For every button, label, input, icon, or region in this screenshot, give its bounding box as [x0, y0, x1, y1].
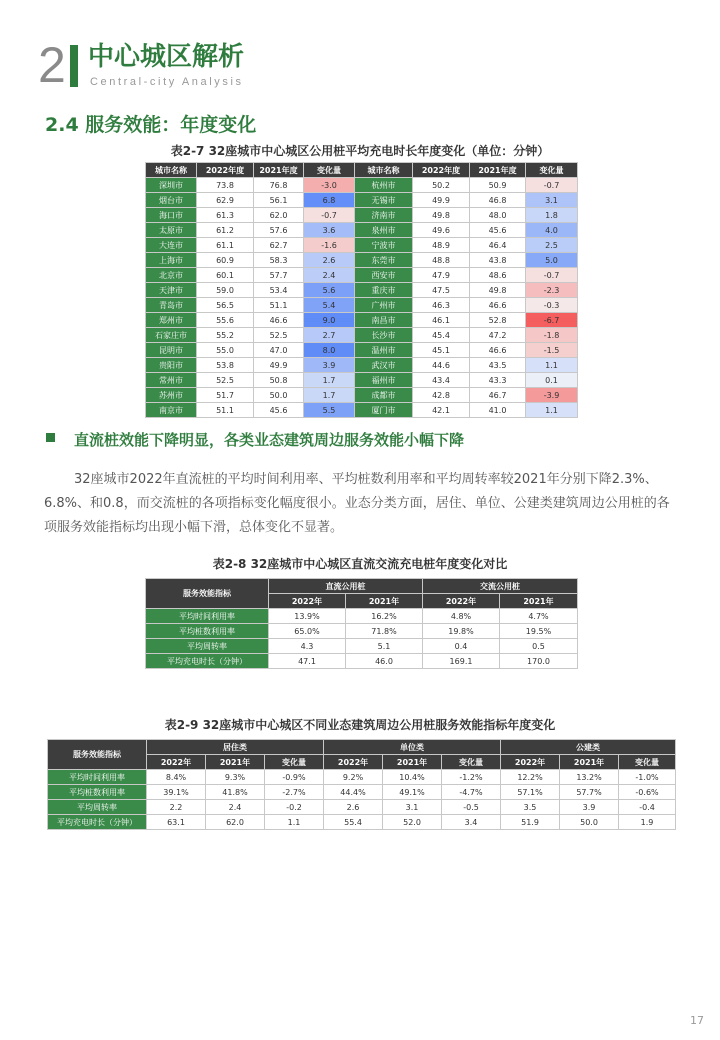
value-cell: -0.2: [265, 800, 324, 815]
value-cell: 52.5: [197, 373, 254, 388]
value-cell: 19.5%: [500, 624, 578, 639]
value-cell: 13.9%: [269, 609, 346, 624]
value-cell: 50.8: [254, 373, 304, 388]
indicator-label-cell: 平均周转率: [48, 800, 147, 815]
value-cell: -0.5: [442, 800, 501, 815]
change-cell: 0.1: [526, 373, 578, 388]
change-cell: -3.9: [526, 388, 578, 403]
table7-header-cell: 2021年度: [470, 163, 526, 178]
table-row: [146, 328, 578, 343]
table8-group-ac: 交流公用桩: [423, 579, 578, 594]
table-row: [146, 388, 578, 403]
change-cell: -0.3: [526, 298, 578, 313]
value-cell: 53.4: [254, 283, 304, 298]
change-cell: 2.7: [304, 328, 355, 343]
value-cell: 57.7%: [560, 785, 619, 800]
city-name-cell: 苏州市: [146, 388, 197, 403]
city-name-cell: 重庆市: [355, 283, 413, 298]
table7: [145, 162, 578, 418]
chapter-subtitle: Central-city Analysis: [90, 76, 244, 88]
change-cell: 5.4: [304, 298, 355, 313]
table9-sub-cell: 2022年: [501, 755, 560, 770]
change-cell: 5.6: [304, 283, 355, 298]
value-cell: 48.0: [470, 208, 526, 223]
value-cell: 55.0: [197, 343, 254, 358]
value-cell: 49.9: [254, 358, 304, 373]
value-cell: 16.2%: [346, 609, 423, 624]
value-cell: 1.9: [619, 815, 676, 830]
section-title: 2.4 服务效能：年度变化: [45, 114, 257, 136]
table-row: [146, 403, 578, 418]
change-cell: -1.6: [304, 238, 355, 253]
table8-year-cell: 2022年: [269, 594, 346, 609]
value-cell: 53.8: [197, 358, 254, 373]
table8-group-row: [146, 579, 578, 594]
change-cell: -1.8: [526, 328, 578, 343]
table9-sub-cell: 2022年: [147, 755, 206, 770]
value-cell: 47.5: [413, 283, 470, 298]
table9-group-workplace: 单位类: [324, 740, 501, 755]
value-cell: 52.8: [470, 313, 526, 328]
value-cell: 52.5: [254, 328, 304, 343]
value-cell: 50.9: [470, 178, 526, 193]
value-cell: 4.7%: [500, 609, 578, 624]
value-cell: -0.6%: [619, 785, 676, 800]
value-cell: 59.0: [197, 283, 254, 298]
change-cell: 1.7: [304, 373, 355, 388]
value-cell: 47.0: [254, 343, 304, 358]
change-cell: 8.0: [304, 343, 355, 358]
value-cell: 51.9: [501, 815, 560, 830]
value-cell: 43.4: [413, 373, 470, 388]
value-cell: 60.9: [197, 253, 254, 268]
value-cell: 57.7: [254, 268, 304, 283]
value-cell: 8.4%: [147, 770, 206, 785]
change-cell: -1.5: [526, 343, 578, 358]
value-cell: 12.2%: [501, 770, 560, 785]
city-name-cell: 成都市: [355, 388, 413, 403]
value-cell: 57.1%: [501, 785, 560, 800]
value-cell: 43.5: [470, 358, 526, 373]
value-cell: 46.8: [470, 193, 526, 208]
table7-header-cell: 变化量: [526, 163, 578, 178]
table-row: [146, 609, 578, 624]
value-cell: 48.9: [413, 238, 470, 253]
table-row: [146, 208, 578, 223]
value-cell: 47.1: [269, 654, 346, 669]
table9-sub-cell: 2022年: [324, 755, 383, 770]
table8-caption: 表2-8 32座城市中心城区直流交流充电桩年度变化对比: [212, 557, 508, 571]
body-paragraph: 32座城市2022年直流桩的平均时间利用率、平均桩数利用率和平均周转率较2021年分别下降2.3%、6.8%、和0.8，而交流桩的各项指标变化幅度很小。业态分类方面，居住、单位、公建类建筑周边公用桩的各项服务效能指标均出现小幅下滑，总体变化不显著。: [44, 472, 670, 535]
value-cell: 50.0: [254, 388, 304, 403]
value-cell: 46.4: [470, 238, 526, 253]
indicator-label-cell: 平均桩数利用率: [146, 624, 269, 639]
value-cell: 51.1: [197, 403, 254, 418]
value-cell: 55.6: [197, 313, 254, 328]
change-cell: 2.4: [304, 268, 355, 283]
value-cell: 46.0: [346, 654, 423, 669]
change-cell: -0.7: [526, 178, 578, 193]
table-row: [146, 268, 578, 283]
city-name-cell: 烟台市: [146, 193, 197, 208]
value-cell: 44.6: [413, 358, 470, 373]
value-cell: 48.6: [470, 268, 526, 283]
value-cell: 43.3: [470, 373, 526, 388]
value-cell: 56.5: [197, 298, 254, 313]
change-cell: 3.6: [304, 223, 355, 238]
value-cell: 49.6: [413, 223, 470, 238]
change-cell: 2.6: [304, 253, 355, 268]
value-cell: 62.0: [206, 815, 265, 830]
value-cell: 9.3%: [206, 770, 265, 785]
value-cell: 4.3: [269, 639, 346, 654]
city-name-cell: 福州市: [355, 373, 413, 388]
value-cell: 61.1: [197, 238, 254, 253]
value-cell: 39.1%: [147, 785, 206, 800]
table-row: [146, 178, 578, 193]
value-cell: 46.1: [413, 313, 470, 328]
table9-sub-cell: 2021年: [206, 755, 265, 770]
value-cell: 46.6: [470, 298, 526, 313]
table9-sub-cell: 2021年: [383, 755, 442, 770]
value-cell: 62.9: [197, 193, 254, 208]
value-cell: 3.5: [501, 800, 560, 815]
value-cell: -2.7%: [265, 785, 324, 800]
value-cell: 46.6: [254, 313, 304, 328]
table-row: [146, 654, 578, 669]
value-cell: 62.7: [254, 238, 304, 253]
value-cell: 46.3: [413, 298, 470, 313]
change-cell: 1.8: [526, 208, 578, 223]
city-name-cell: 温州市: [355, 343, 413, 358]
chapter-title: 中心城区解析: [88, 42, 245, 72]
value-cell: 19.8%: [423, 624, 500, 639]
table-row: [146, 238, 578, 253]
value-cell: -4.7%: [442, 785, 501, 800]
value-cell: -1.2%: [442, 770, 501, 785]
table-row: [146, 298, 578, 313]
change-cell: 1.1: [526, 358, 578, 373]
indicator-label-cell: 平均充电时长（分钟）: [48, 815, 147, 830]
table-row: [146, 193, 578, 208]
indicator-label-cell: 平均时间利用率: [146, 609, 269, 624]
value-cell: 47.2: [470, 328, 526, 343]
value-cell: 56.1: [254, 193, 304, 208]
value-cell: 45.4: [413, 328, 470, 343]
table7-header-cell: 变化量: [304, 163, 355, 178]
value-cell: 170.0: [500, 654, 578, 669]
city-name-cell: 厦门市: [355, 403, 413, 418]
value-cell: 61.3: [197, 208, 254, 223]
value-cell: -0.4: [619, 800, 676, 815]
value-cell: 4.8%: [423, 609, 500, 624]
value-cell: 60.1: [197, 268, 254, 283]
indicator-label-cell: 平均充电时长（分钟）: [146, 654, 269, 669]
city-name-cell: 石家庄市: [146, 328, 197, 343]
table9-caption: 表2-9 32座城市中心城区不同业态建筑周边公用桩服务效能指标年度变化: [164, 718, 556, 732]
value-cell: 62.0: [254, 208, 304, 223]
city-name-cell: 上海市: [146, 253, 197, 268]
city-name-cell: 济南市: [355, 208, 413, 223]
value-cell: 55.4: [324, 815, 383, 830]
table9-sub-cell: 变化量: [442, 755, 501, 770]
table-row: [48, 800, 676, 815]
value-cell: 169.1: [423, 654, 500, 669]
value-cell: 0.5: [500, 639, 578, 654]
indicator-label-cell: 平均时间利用率: [48, 770, 147, 785]
bullet-heading: 直流桩效能下降明显，各类业态建筑周边服务效能小幅下降: [74, 431, 465, 449]
table7-header-cell: 2022年度: [413, 163, 470, 178]
city-name-cell: 泉州市: [355, 223, 413, 238]
city-name-cell: 北京市: [146, 268, 197, 283]
value-cell: 2.4: [206, 800, 265, 815]
bullet-square-icon: [46, 433, 55, 442]
table8-year-cell: 2022年: [423, 594, 500, 609]
value-cell: 45.6: [470, 223, 526, 238]
value-cell: 61.2: [197, 223, 254, 238]
page-number: 17: [690, 1014, 704, 1027]
indicator-label-cell: 平均周转率: [146, 639, 269, 654]
change-cell: -0.7: [304, 208, 355, 223]
value-cell: 50.0: [560, 815, 619, 830]
value-cell: 45.6: [254, 403, 304, 418]
city-name-cell: 太原市: [146, 223, 197, 238]
value-cell: 63.1: [147, 815, 206, 830]
value-cell: 46.7: [470, 388, 526, 403]
table7-header-cell: 城市名称: [355, 163, 413, 178]
city-name-cell: 常州市: [146, 373, 197, 388]
table7-header-cell: 城市名称: [146, 163, 197, 178]
value-cell: 2.6: [324, 800, 383, 815]
change-cell: -0.7: [526, 268, 578, 283]
value-cell: 42.1: [413, 403, 470, 418]
value-cell: 51.1: [254, 298, 304, 313]
value-cell: 52.0: [383, 815, 442, 830]
table8-group-dc: 直流公用桩: [269, 579, 423, 594]
change-cell: 3.1: [526, 193, 578, 208]
table9: [47, 739, 676, 830]
value-cell: 76.8: [254, 178, 304, 193]
table-row: [146, 343, 578, 358]
table9-sub-cell: 2021年: [560, 755, 619, 770]
value-cell: 1.1: [265, 815, 324, 830]
change-cell: 6.8: [304, 193, 355, 208]
table8-year-cell: 2021年: [500, 594, 578, 609]
value-cell: 49.1%: [383, 785, 442, 800]
change-cell: 2.5: [526, 238, 578, 253]
table-row: [48, 770, 676, 785]
value-cell: 48.8: [413, 253, 470, 268]
table8-corner: 服务效能指标: [146, 579, 269, 609]
value-cell: 51.7: [197, 388, 254, 403]
city-name-cell: 大连市: [146, 238, 197, 253]
city-name-cell: 南京市: [146, 403, 197, 418]
value-cell: 43.8: [470, 253, 526, 268]
change-cell: -3.0: [304, 178, 355, 193]
table-row: [146, 283, 578, 298]
city-name-cell: 郑州市: [146, 313, 197, 328]
value-cell: -0.9%: [265, 770, 324, 785]
value-cell: 65.0%: [269, 624, 346, 639]
city-name-cell: 长沙市: [355, 328, 413, 343]
value-cell: 3.4: [442, 815, 501, 830]
value-cell: 41.0: [470, 403, 526, 418]
table-row: [146, 639, 578, 654]
table7-header-row: [146, 163, 578, 178]
table7-header-cell: 2022年度: [197, 163, 254, 178]
table9-group-row: [48, 740, 676, 755]
table-row: [146, 313, 578, 328]
table7-header-cell: 2021年度: [254, 163, 304, 178]
value-cell: 71.8%: [346, 624, 423, 639]
change-cell: 1.7: [304, 388, 355, 403]
value-cell: 42.8: [413, 388, 470, 403]
city-name-cell: 杭州市: [355, 178, 413, 193]
table-row: [146, 223, 578, 238]
change-cell: -6.7: [526, 313, 578, 328]
table9-group-residential: 居住类: [147, 740, 324, 755]
table9-group-public: 公建类: [501, 740, 676, 755]
city-name-cell: 贵阳市: [146, 358, 197, 373]
city-name-cell: 海口市: [146, 208, 197, 223]
city-name-cell: 昆明市: [146, 343, 197, 358]
value-cell: 0.4: [423, 639, 500, 654]
value-cell: 13.2%: [560, 770, 619, 785]
value-cell: 3.9: [560, 800, 619, 815]
value-cell: -1.0%: [619, 770, 676, 785]
value-cell: 3.1: [383, 800, 442, 815]
city-name-cell: 东莞市: [355, 253, 413, 268]
table9-sub-cell: 变化量: [619, 755, 676, 770]
table-row: [48, 785, 676, 800]
change-cell: -2.3: [526, 283, 578, 298]
city-name-cell: 深圳市: [146, 178, 197, 193]
table-row: [146, 624, 578, 639]
table-row: [146, 253, 578, 268]
table8-year-cell: 2021年: [346, 594, 423, 609]
city-name-cell: 青岛市: [146, 298, 197, 313]
value-cell: 2.2: [147, 800, 206, 815]
change-cell: 1.1: [526, 403, 578, 418]
city-name-cell: 无锡市: [355, 193, 413, 208]
value-cell: 73.8: [197, 178, 254, 193]
table9-corner: 服务效能指标: [48, 740, 147, 770]
value-cell: 45.1: [413, 343, 470, 358]
value-cell: 57.6: [254, 223, 304, 238]
chapter-number: 2: [38, 37, 66, 93]
value-cell: 44.4%: [324, 785, 383, 800]
city-name-cell: 宁波市: [355, 238, 413, 253]
value-cell: 49.8: [470, 283, 526, 298]
table-row: [146, 373, 578, 388]
value-cell: 58.3: [254, 253, 304, 268]
change-cell: 5.5: [304, 403, 355, 418]
city-name-cell: 南昌市: [355, 313, 413, 328]
value-cell: 5.1: [346, 639, 423, 654]
table8: [145, 578, 578, 669]
city-name-cell: 天津市: [146, 283, 197, 298]
value-cell: 50.2: [413, 178, 470, 193]
value-cell: 46.6: [470, 343, 526, 358]
table7-caption: 表2-7 32座城市中心城区公用桩平均充电时长年度变化（单位：分钟）: [170, 144, 550, 158]
value-cell: 41.8%: [206, 785, 265, 800]
value-cell: 9.2%: [324, 770, 383, 785]
table-row: [48, 815, 676, 830]
chapter-accent-bar: [70, 45, 78, 87]
city-name-cell: 武汉市: [355, 358, 413, 373]
table9-sub-cell: 变化量: [265, 755, 324, 770]
value-cell: 55.2: [197, 328, 254, 343]
change-cell: 4.0: [526, 223, 578, 238]
change-cell: 9.0: [304, 313, 355, 328]
value-cell: 47.9: [413, 268, 470, 283]
indicator-label-cell: 平均桩数利用率: [48, 785, 147, 800]
city-name-cell: 广州市: [355, 298, 413, 313]
value-cell: 10.4%: [383, 770, 442, 785]
value-cell: 49.9: [413, 193, 470, 208]
value-cell: 49.8: [413, 208, 470, 223]
change-cell: 5.0: [526, 253, 578, 268]
change-cell: 3.9: [304, 358, 355, 373]
table-row: [146, 358, 578, 373]
city-name-cell: 西安市: [355, 268, 413, 283]
